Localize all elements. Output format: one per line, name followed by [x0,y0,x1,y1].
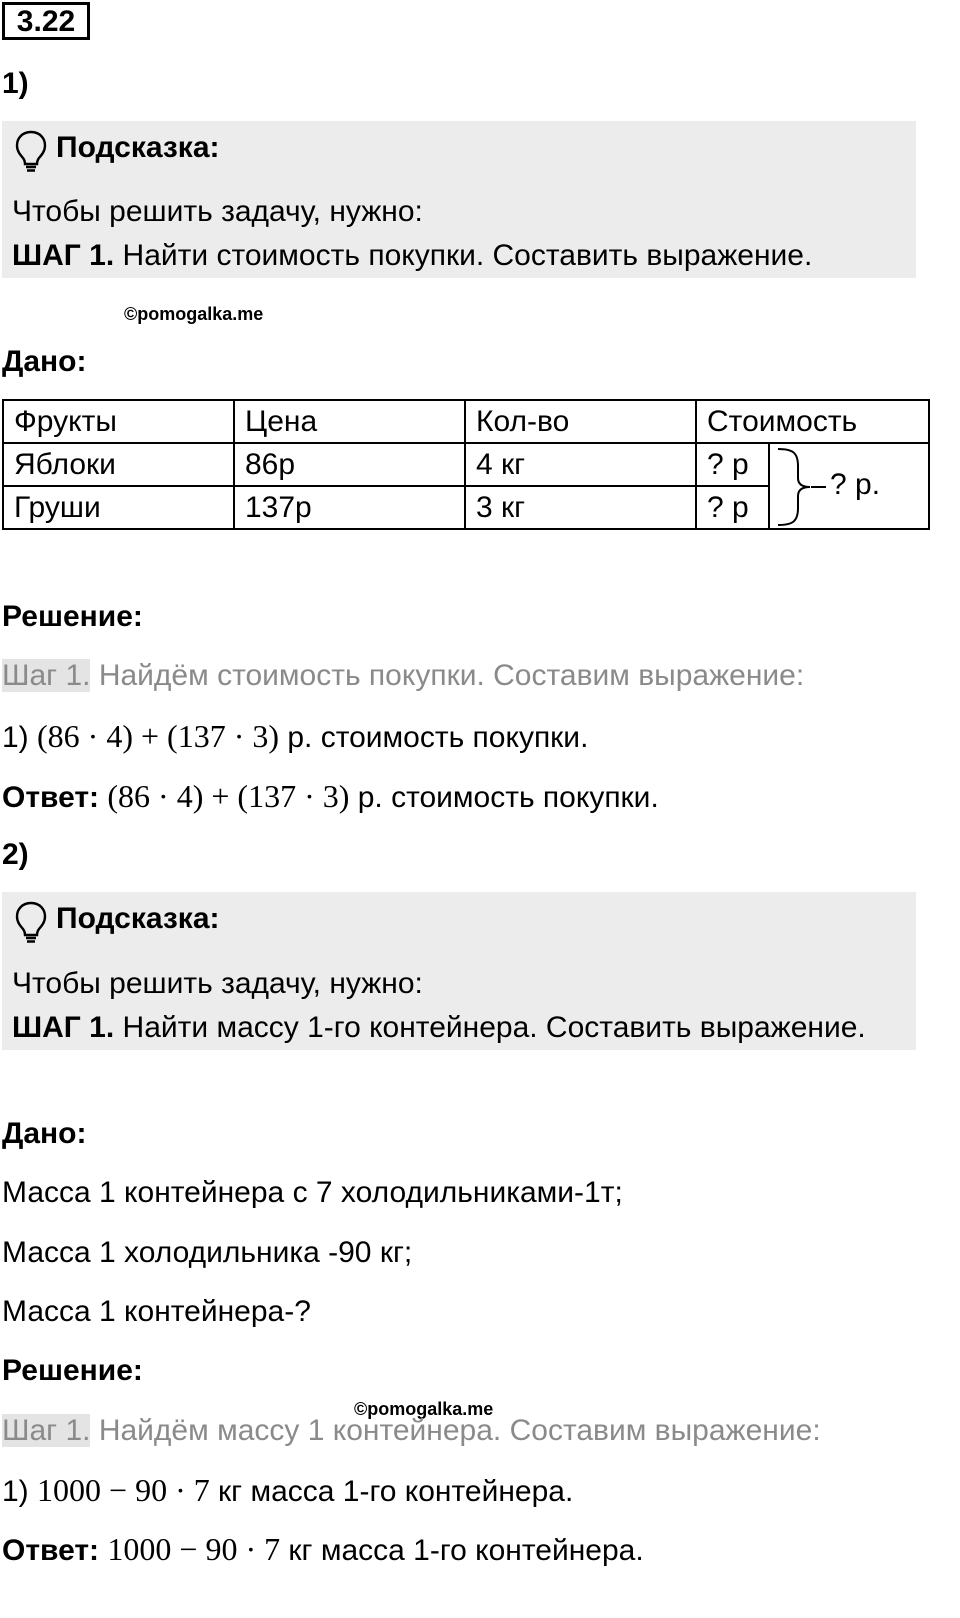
watermark: ©pomogalka.me [354,1399,494,1419]
table-header-cell: Стоимость [696,400,929,443]
table-cell: ? р [696,486,769,529]
lightbulb-icon [14,129,48,173]
hint-box-1 [2,121,916,278]
hint-intro: Чтобы решить задачу, нужно: [12,195,423,228]
hint-intro: Чтобы решить задачу, нужно: [12,967,423,1000]
line-suffix: кг масса 1-го контейнера. [209,1475,574,1508]
given-line: Масса 1 холодильника -90 кг; [2,1236,413,1269]
watermark: ©pomogalka.me [124,304,264,324]
lightbulb-icon [14,900,48,944]
solution-step [2,1413,821,1449]
line-prefix: 1) [2,721,38,754]
hint-title: Подсказка: [56,902,220,935]
table-cell: 3 кг [465,486,696,529]
table-cell: Яблоки [3,443,234,486]
hint-step-text: Найти стоимость покупки. Составить выражение. [114,239,813,272]
math-expression: (86 · 4) + (137 · 3) [37,718,279,754]
hint-step-text: Найти массу 1-го контейнера. Составить выражение. [114,1011,866,1044]
hint-box-2 [2,892,916,1050]
solution-line [2,718,588,756]
table-cell: 137р [234,486,465,529]
answer-line [2,778,659,816]
part1-label: 1) [2,67,29,100]
answer-line [2,1531,644,1569]
table-cell: Груши [3,486,234,529]
given-label: Дано: [2,345,87,378]
line-suffix: р. стоимость покупки. [279,721,589,754]
table-row [3,443,929,486]
table-header-cell: Фрукты [3,400,234,443]
solution-label: Решение: [2,1354,143,1387]
given-line: Масса 1 контейнера-? [2,1295,311,1328]
step-text: Найдём массу 1 контейнера. Составим выражение: [90,1414,821,1447]
answer-suffix: кг масса 1-го контейнера. [280,1534,644,1567]
answer-label: Ответ: [2,781,100,814]
math-expression: 1000 − 90 · 7 [107,1531,281,1567]
table-cell: 4 кг [465,443,696,486]
table-header-cell: Кол-во [465,400,696,443]
hint-title: Подсказка: [56,131,220,164]
hint-step-label: ШАГ 1. [12,1011,115,1044]
given-line: Масса 1 контейнера с 7 холодильниками-1т; [2,1176,623,1209]
curly-brace-icon [770,444,830,530]
step-label: Шаг 1. [2,659,91,692]
math-expression: 1000 − 90 · 7 [37,1472,210,1508]
table-total-cell [769,443,929,529]
table-header-cell: Цена [234,400,465,443]
solution-step [2,658,804,694]
line-prefix: 1) [2,1475,38,1508]
given-table [2,399,930,530]
answer-suffix: р. стоимость покупки. [349,781,659,814]
part2-label: 2) [2,838,29,871]
answer-label: Ответ: [2,1534,100,1567]
hint-step [12,1010,866,1046]
given-label: Дано: [2,1117,87,1150]
step-label: Шаг 1. [2,1414,91,1447]
math-expression: (86 · 4) + (137 · 3) [107,778,350,814]
table-cell: 86р [234,443,465,486]
hint-step-label: ШАГ 1. [12,239,115,272]
solution-label: Решение: [2,600,143,633]
hint-step [12,238,812,274]
table-header-row [3,400,929,443]
step-text: Найдём стоимость покупки. Составим выражение: [90,659,805,692]
problem-number: 3.22 [2,2,90,40]
table-cell: ? р [696,443,769,486]
total-cost: ? р. [830,468,881,501]
solution-line [2,1472,573,1510]
